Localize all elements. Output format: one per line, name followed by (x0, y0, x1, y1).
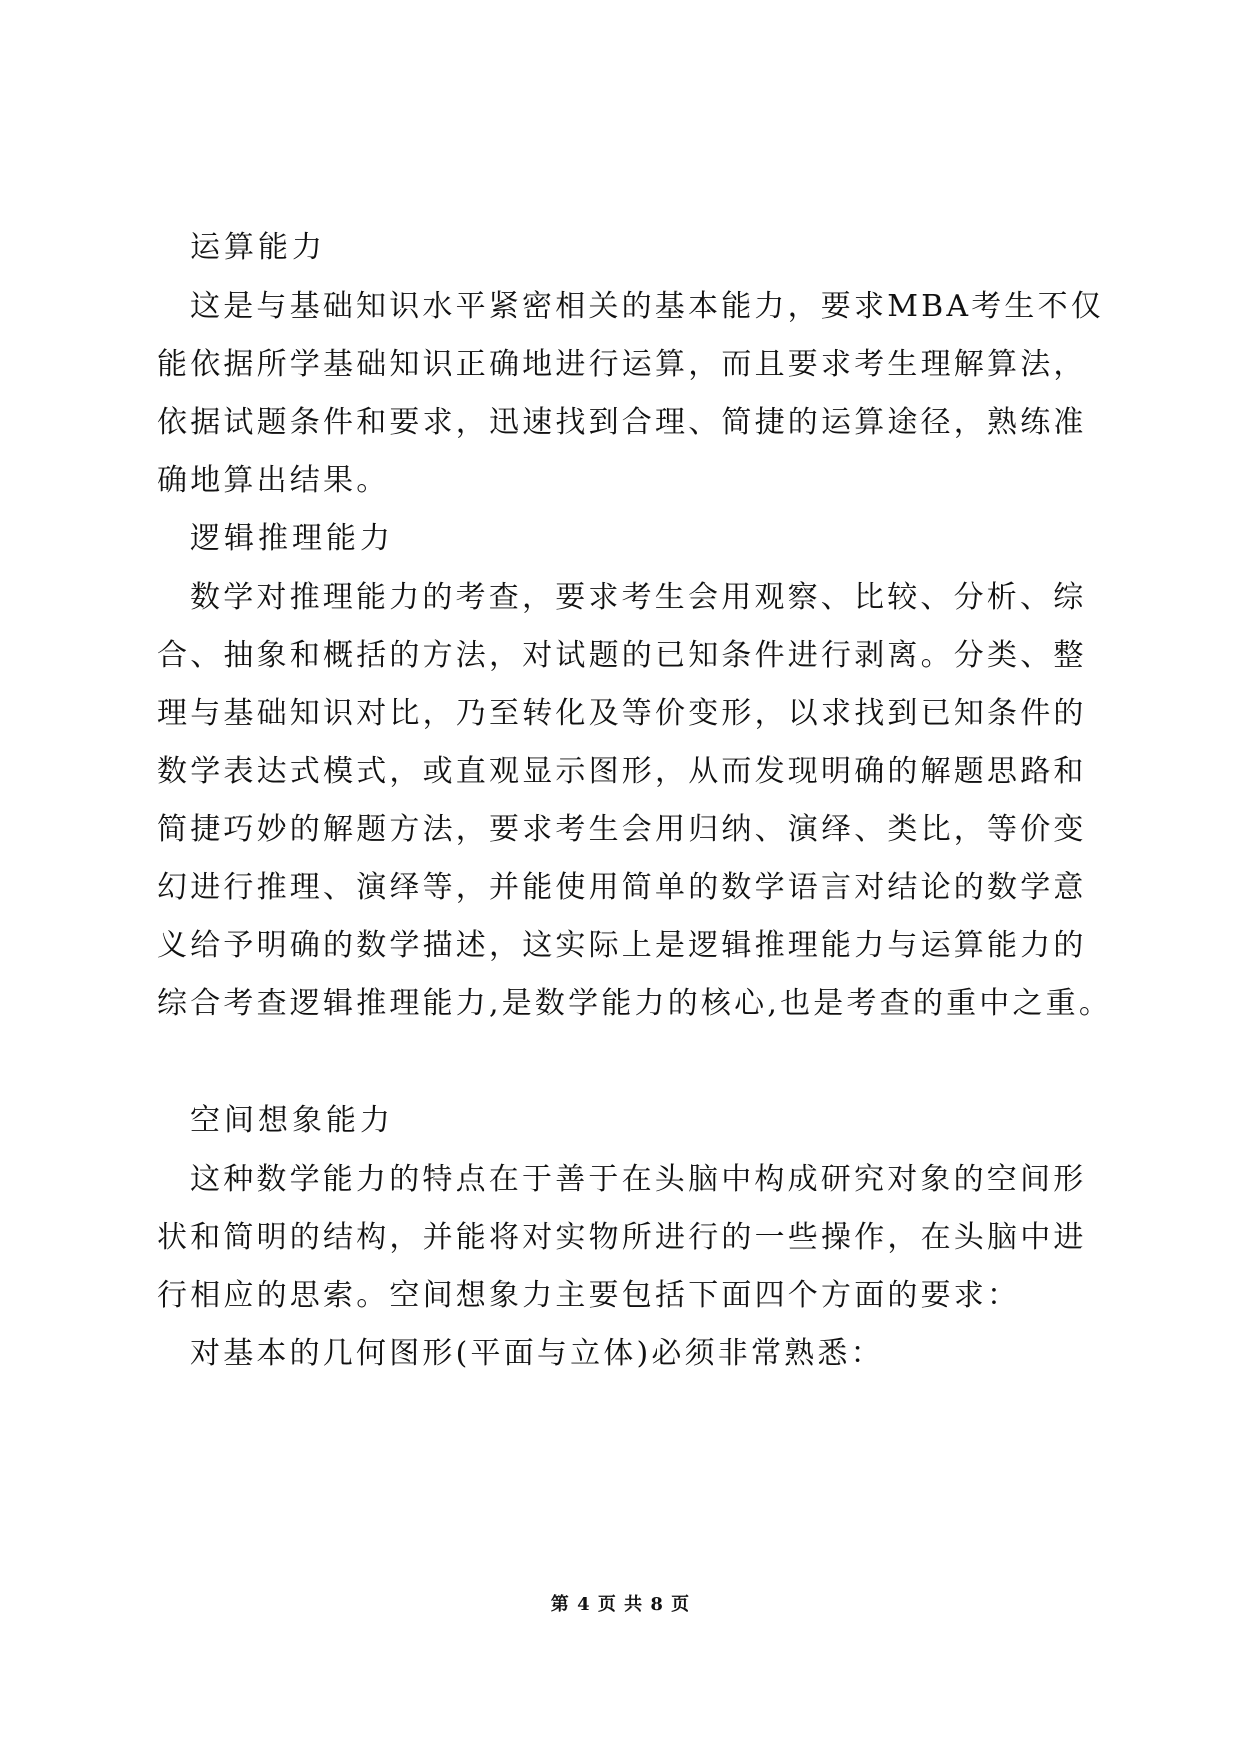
paragraph-line: 这是与基础知识水平紧密相关的基本能力，要求MBA考生不仅 (190, 289, 1105, 324)
paragraph-line: 能依据所学基础知识正确地进行运算，而且要求考生理解算法， (157, 347, 1087, 382)
paragraph-line: 数学表达式模式，或直观显示图形，从而发现明确的解题思路和 (157, 754, 1087, 789)
paragraph-line: 合、抽象和概括的方法，对试题的已知条件进行剥离。分类、整 (157, 638, 1087, 673)
page-number: 第 4 页 共 8 页 (550, 1594, 691, 1615)
paragraph-line: 状和简明的结构，并能将对实物所进行的一些操作，在头脑中进 (157, 1220, 1087, 1255)
paragraph-line: 这种数学能力的特点在于善于在头脑中构成研究对象的空间形 (190, 1162, 1087, 1197)
section-heading-spatial: 空间想象能力 (190, 1103, 394, 1138)
paragraph-line: 简捷巧妙的解题方法，要求考生会用归纳、演绎、类比，等价变 (157, 812, 1087, 847)
paragraph-line: 义给予明确的数学描述，这实际上是逻辑推理能力与运算能力的 (157, 928, 1087, 963)
section-heading-computation: 运算能力 (190, 230, 326, 265)
paragraph-line: 幻进行推理、演绎等，并能使用简单的数学语言对结论的数学意 (157, 870, 1087, 905)
paragraph-line: 依据试题条件和要求，迅速找到合理、简捷的运算途径，熟练准 (157, 405, 1087, 440)
paragraph-line: 数学对推理能力的考查，要求考生会用观察、比较、分析、综 (190, 580, 1087, 615)
paragraph-line: 对基本的几何图形(平面与立体)必须非常熟悉： (190, 1336, 884, 1371)
paragraph-line: 确地算出结果。 (157, 463, 390, 498)
section-heading-logic: 逻辑推理能力 (190, 521, 394, 556)
paragraph-line: 行相应的思索。空间想象力主要包括下面四个方面的要求： (157, 1278, 1021, 1313)
paragraph-line: 综合考查逻辑推理能力,是数学能力的核心,也是考查的重中之重。 (157, 986, 1113, 1021)
paragraph-line: 理与基础知识对比，乃至转化及等价变形，以求找到已知条件的 (157, 696, 1087, 731)
